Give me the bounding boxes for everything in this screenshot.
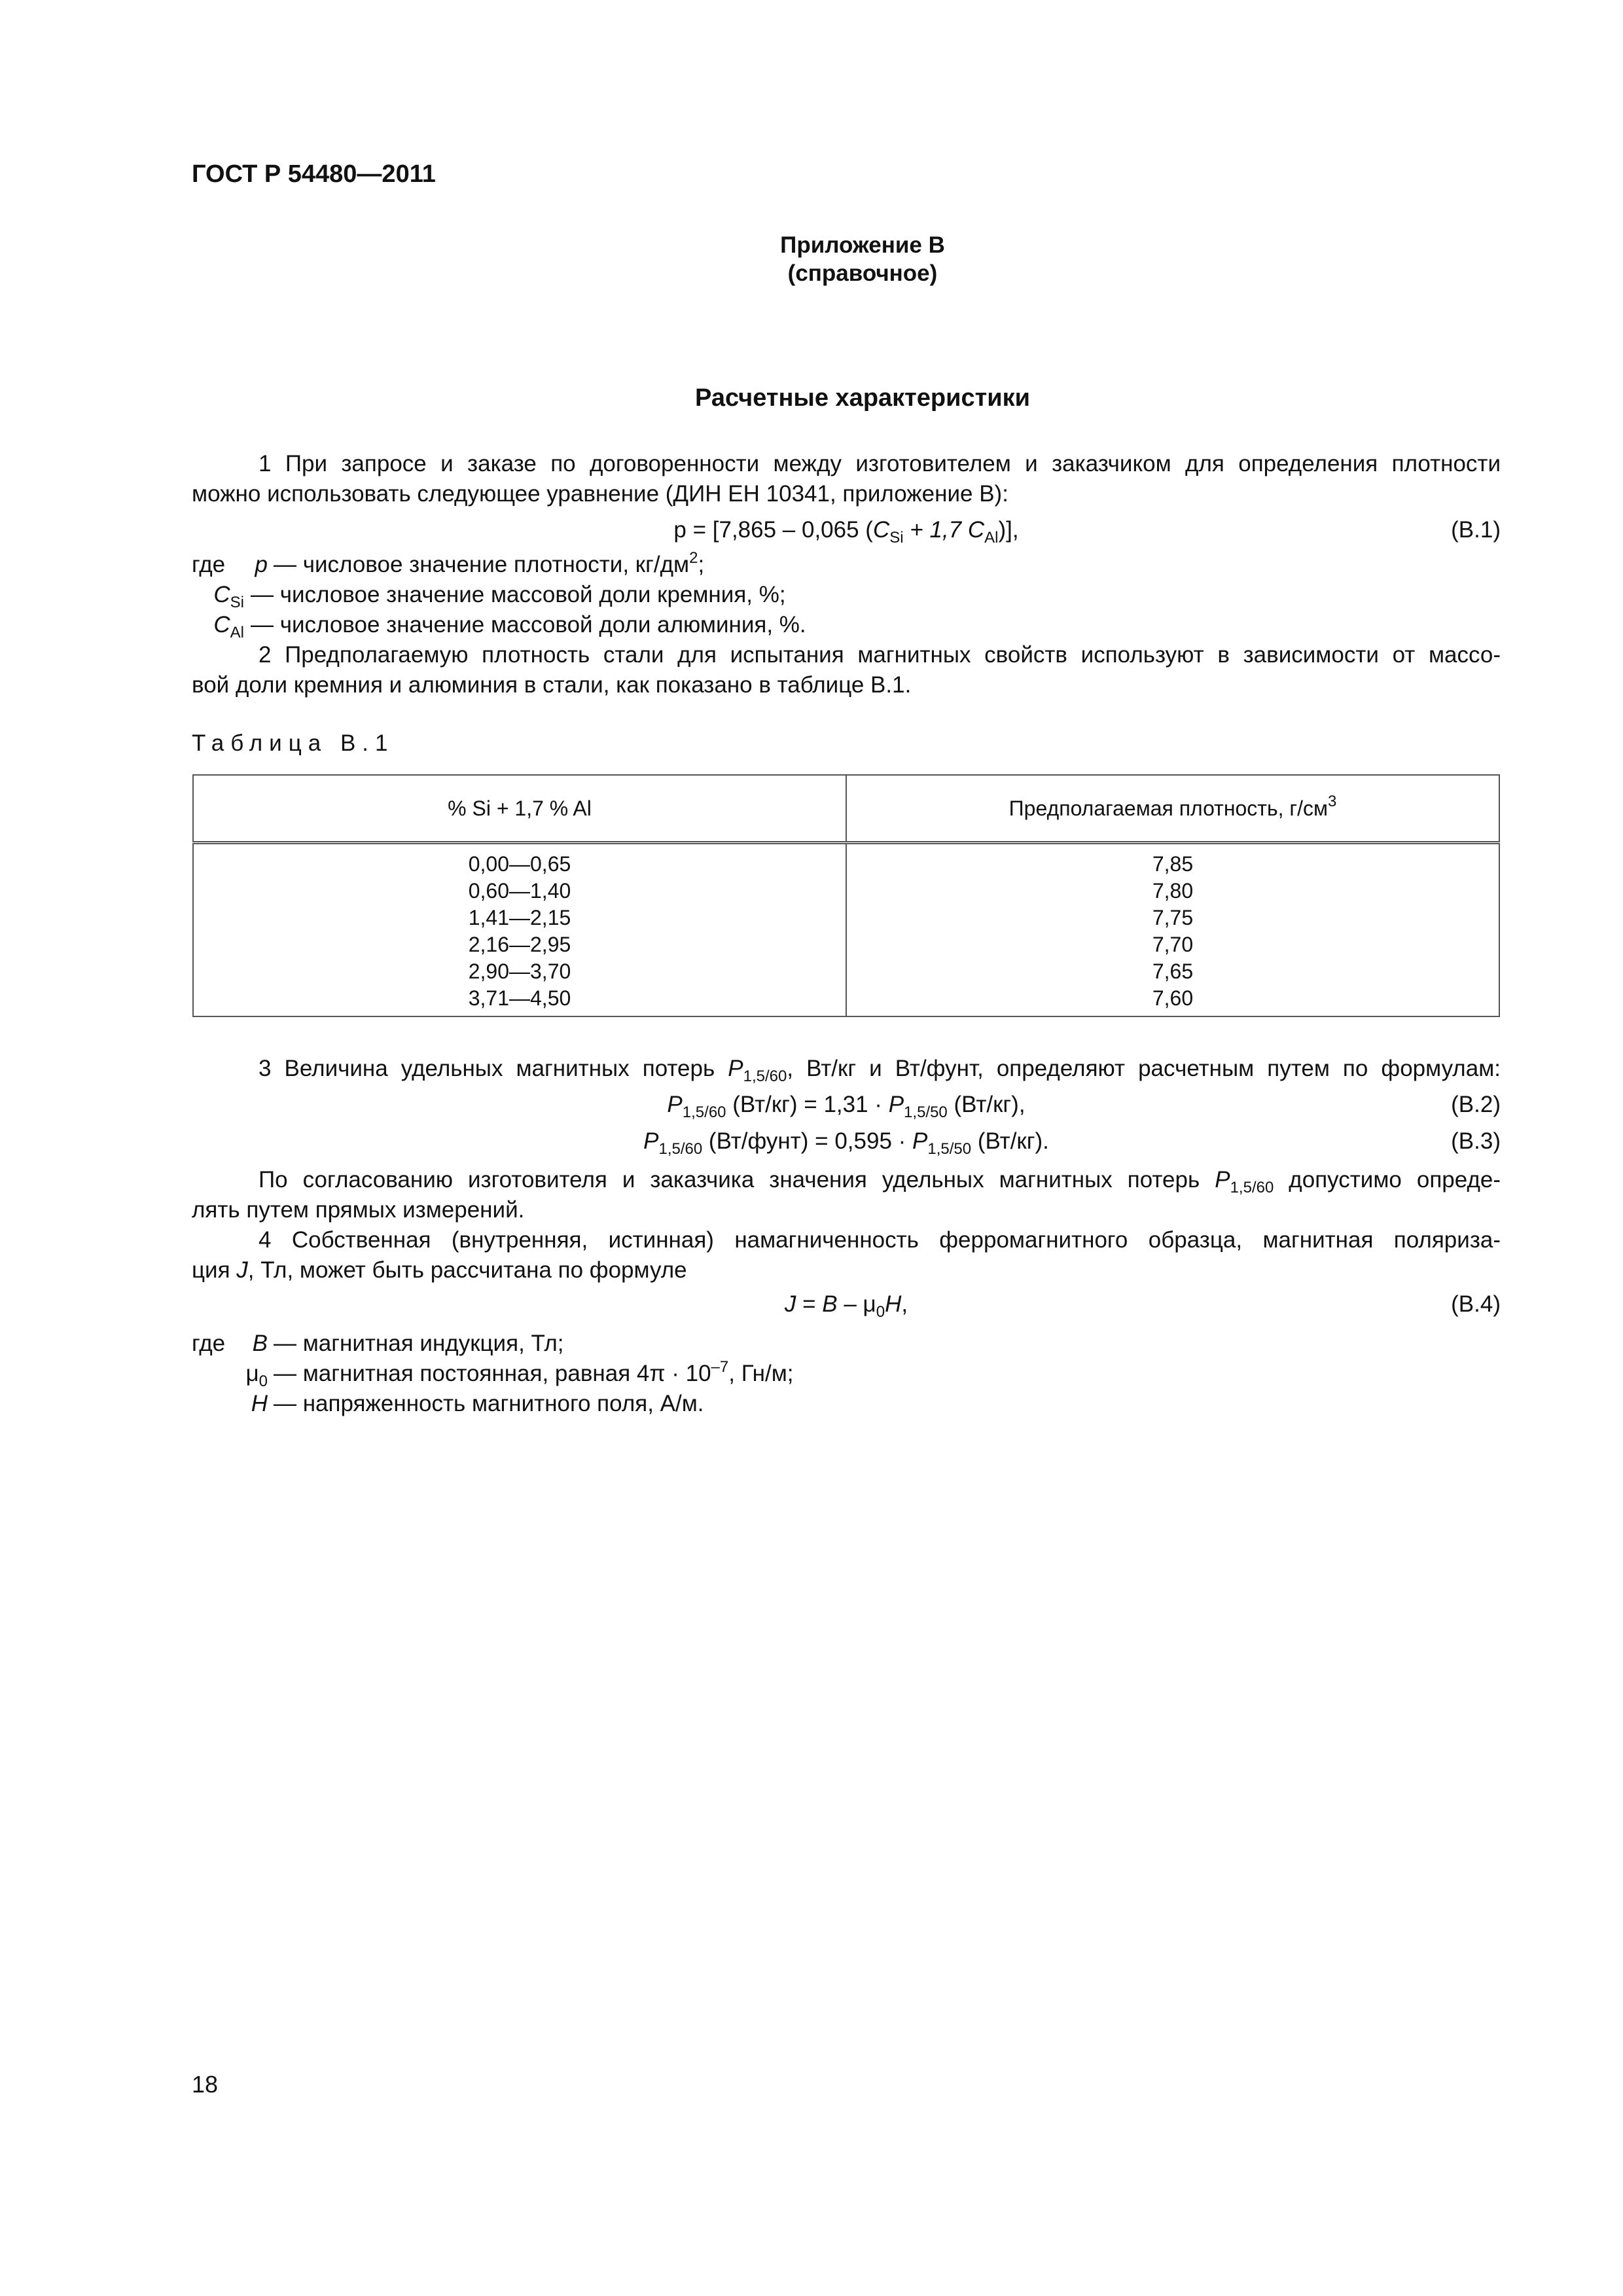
table-row bbox=[193, 843, 1499, 878]
formula-b4-number: (В.4) bbox=[1451, 1291, 1501, 1317]
paragraph-2 bbox=[192, 640, 1501, 700]
paragraph-1 bbox=[192, 449, 1501, 509]
appendix-type: (справочное) bbox=[787, 260, 938, 286]
where-2-symbol-h: H bbox=[251, 1391, 268, 1416]
formula-b2-number: (В.2) bbox=[1451, 1092, 1501, 1117]
formula-b1-c-si: C bbox=[872, 517, 890, 543]
table-row bbox=[193, 985, 1499, 1016]
paragraph-3 bbox=[192, 1054, 1501, 1084]
formula-b4 bbox=[192, 1289, 1501, 1319]
where-1-desc-c-si: — числовое значение массовой доли кремния, %; bbox=[251, 582, 786, 607]
where-1-symbol-c-al: $C_{Al}$ bbox=[213, 612, 244, 641]
table-cell-range: 1,41—2,15 bbox=[193, 905, 846, 931]
formula-b1-mid: + 1,7 bbox=[903, 517, 968, 543]
formula-b1-c-al-sub: Al bbox=[984, 529, 999, 547]
paragraph-3-line-1: 3 Величина удельных магнитных потерь $P_{1,5/60}$, Вт/кг и Вт/фунт, определяют расчетным путем по формулам: bbox=[259, 1056, 1501, 1085]
formula-b1-end: )], bbox=[998, 517, 1019, 543]
table-cell-range: 0,00—0,65 bbox=[193, 843, 846, 878]
where-1-lead: где bbox=[192, 552, 226, 577]
formula-b2-expression: $P_{1,5/60}$ $(Вт/кг) = 1,31 \cdot P_{1,5/50}$ (Вт/кг), bbox=[667, 1092, 1026, 1121]
where-block-2 bbox=[192, 1329, 1108, 1420]
paragraph-1-line-1: 1 При запросе и заказе по договоренности между изготовителем и заказчиком для определения плотности bbox=[259, 451, 1501, 476]
table-header-composition: % Si + 1,7 % Al bbox=[193, 775, 846, 843]
formula-b1 bbox=[192, 515, 1501, 545]
paragraph-4 bbox=[192, 1165, 1501, 1225]
where-1-symbol-p: p bbox=[255, 552, 268, 577]
section-title: Расчетные характеристики bbox=[695, 384, 1030, 412]
paragraph-5-line-1: 4 Собственная (внутренняя, истинная) намагниченность ферромагнитного образца, магнитная поляриза- bbox=[259, 1227, 1501, 1253]
paragraph-2-line-2: вой доли кремния и алюминия в стали, как показано в таблице В.1. bbox=[192, 672, 912, 698]
table-cell-density: 7,80 bbox=[846, 878, 1499, 905]
table-cell-density: 7,60 bbox=[846, 985, 1499, 1016]
table-cell-range: 3,71—4,50 bbox=[193, 985, 846, 1016]
formula-b3 bbox=[192, 1126, 1501, 1157]
table-cell-range: 2,90—3,70 bbox=[193, 958, 846, 985]
where-1-symbol-c-si: $C_{Si}$ bbox=[213, 582, 244, 611]
table-row bbox=[193, 931, 1499, 958]
table-caption: Таблица В.1 bbox=[192, 730, 395, 756]
where-1-desc-c-al: — числовое значение массовой доли алюминия, %. bbox=[251, 612, 806, 637]
where-2-desc-b: — магнитная индукция, Тл; bbox=[274, 1331, 564, 1356]
paragraph-5-line-2: ция J, Тл, может быть рассчитана по формуле bbox=[192, 1257, 687, 1283]
where-2-desc-mu0: — магнитная постоянная, равная $4\pi \cdot 10^{-7}$, Гн/м; bbox=[274, 1358, 794, 1386]
table-cell-density: 7,70 bbox=[846, 931, 1499, 958]
paragraph-4-line-2: лять путем прямых измерений. bbox=[192, 1197, 525, 1223]
where-2-lead: где bbox=[192, 1331, 226, 1356]
table-header-density: Предполагаемая плотность, $г/см^3$ bbox=[846, 775, 1499, 843]
table-cell-range: 0,60—1,40 bbox=[193, 878, 846, 905]
where-2-desc-h: — напряженность магнитного поля, А/м. bbox=[274, 1391, 704, 1416]
formula-b1-number: (В.1) bbox=[1451, 517, 1501, 543]
table-cell-density: 7,65 bbox=[846, 958, 1499, 985]
table-row bbox=[193, 958, 1499, 985]
formula-b2 bbox=[192, 1090, 1501, 1120]
table-cell-density: 7,75 bbox=[846, 905, 1499, 931]
formula-b1-c-al: C bbox=[967, 517, 985, 543]
formula-b3-number: (В.3) bbox=[1451, 1128, 1501, 1154]
where-2-symbol-mu0: $\mu_0$ bbox=[245, 1361, 268, 1390]
formula-b1-lhs: p = [7,865 – 0,065 ( bbox=[673, 517, 873, 543]
density-table bbox=[192, 774, 1500, 1017]
where-block-1 bbox=[192, 550, 1108, 641]
formula-b4-expression: $J = B - \mu_0H$, bbox=[784, 1291, 908, 1321]
appendix-title: Приложение В bbox=[780, 232, 945, 258]
formula-b3-expression: $P_{1,5/60}$ (Вт/фунт) = $0,595 \cdot P_{1,5/50}$ (Вт/кг). bbox=[643, 1128, 1049, 1158]
page-number: 18 bbox=[192, 2071, 219, 2098]
where-2-symbol-b: B bbox=[252, 1331, 268, 1356]
document-id: ГОСТ Р 54480—2011 bbox=[192, 160, 436, 188]
formula-b1-expression bbox=[192, 515, 1501, 545]
formula-b1-c-si-sub: Si bbox=[889, 529, 904, 547]
paragraph-4-line-1: По согласованию изготовителя и заказчика значения удельных магнитных потерь $P_{1,5/60}$ допустимо опреде- bbox=[259, 1167, 1501, 1196]
paragraph-5 bbox=[192, 1225, 1501, 1285]
where-1-desc-p: — числовое значение плотности, $кг/дм^2$; bbox=[274, 549, 705, 577]
table-cell-range: 2,16—2,95 bbox=[193, 931, 846, 958]
paragraph-1-line-2: можно использовать следующее уравнение (ДИН ЕН 10341, приложение В): bbox=[192, 481, 1008, 507]
table-row bbox=[193, 905, 1499, 931]
table-cell-density: 7,85 bbox=[846, 843, 1499, 878]
paragraph-2-line-1: 2 Предполагаемую плотность стали для испытания магнитных свойств используют в зависимости от массо- bbox=[259, 642, 1501, 668]
table-row bbox=[193, 878, 1499, 905]
